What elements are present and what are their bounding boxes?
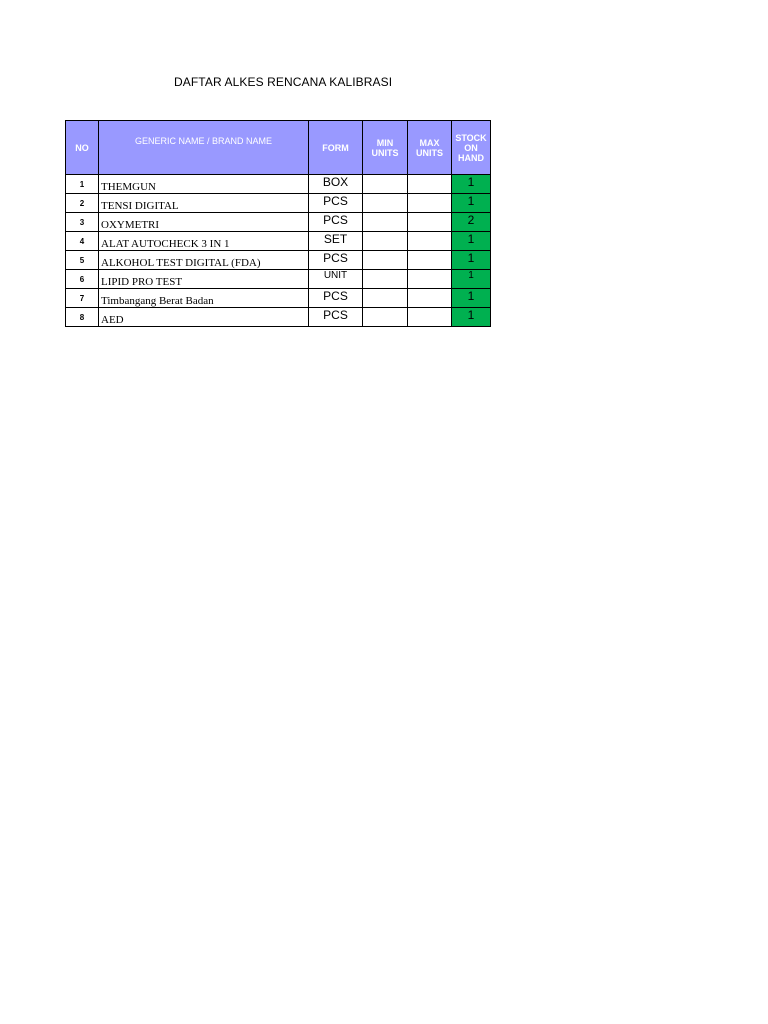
header-no: NO: [66, 121, 99, 175]
row-name: THEMGUN: [99, 175, 309, 194]
table-row: [66, 289, 491, 308]
row-max: [408, 175, 452, 194]
row-max: [408, 270, 452, 289]
table-row: [66, 213, 491, 232]
row-max: [408, 194, 452, 213]
row-form: PCS: [309, 251, 363, 270]
row-no: 4: [66, 232, 99, 251]
table-row: [66, 175, 491, 194]
row-stock: 1: [452, 175, 491, 194]
document-title: DAFTAR ALKES RENCANA KALIBRASI: [174, 75, 393, 89]
row-max: [408, 251, 452, 270]
row-max: [408, 232, 452, 251]
row-min: [363, 232, 408, 251]
row-form: UNIT: [309, 270, 363, 289]
row-max: [408, 289, 452, 308]
row-no: 3: [66, 213, 99, 232]
header-min-units: MIN UNITS: [363, 121, 408, 175]
row-form: SET: [309, 232, 363, 251]
row-no: 1: [66, 175, 99, 194]
row-form: PCS: [309, 194, 363, 213]
row-min: [363, 251, 408, 270]
row-name: TENSI DIGITAL: [99, 194, 309, 213]
header-form: FORM: [309, 121, 363, 175]
row-name: AED: [99, 308, 309, 327]
row-min: [363, 270, 408, 289]
row-no: 2: [66, 194, 99, 213]
row-form: BOX: [309, 175, 363, 194]
table-row: [66, 308, 491, 327]
header-stock-on-hand: STOCK ON HAND: [452, 121, 491, 175]
row-min: [363, 289, 408, 308]
row-no: 6: [66, 270, 99, 289]
row-stock: 1: [452, 251, 491, 270]
row-max: [408, 213, 452, 232]
table-row: [66, 232, 491, 251]
row-min: [363, 308, 408, 327]
row-name: OXYMETRI: [99, 213, 309, 232]
row-stock: 1: [452, 308, 491, 327]
row-stock: 1: [452, 289, 491, 308]
table-header-row: [66, 121, 491, 175]
row-stock: 1: [452, 270, 491, 289]
row-form: PCS: [309, 289, 363, 308]
row-no: 8: [66, 308, 99, 327]
row-min: [363, 213, 408, 232]
row-no: 5: [66, 251, 99, 270]
row-min: [363, 175, 408, 194]
header-name: GENERIC NAME / BRAND NAME: [99, 121, 309, 175]
row-name: Timbangang Berat Badan: [99, 289, 309, 308]
row-name: ALAT AUTOCHECK 3 IN 1: [99, 232, 309, 251]
table-row: [66, 270, 491, 289]
table-row: [66, 194, 491, 213]
row-name: LIPID PRO TEST: [99, 270, 309, 289]
table-row: [66, 251, 491, 270]
row-min: [363, 194, 408, 213]
row-no: 7: [66, 289, 99, 308]
row-form: PCS: [309, 308, 363, 327]
row-stock: 2: [452, 213, 491, 232]
row-stock: 1: [452, 194, 491, 213]
row-name: ALKOHOL TEST DIGITAL (FDA): [99, 251, 309, 270]
row-form: PCS: [309, 213, 363, 232]
header-max-units: MAX UNITS: [408, 121, 452, 175]
calibration-table: [65, 120, 491, 327]
row-max: [408, 308, 452, 327]
row-stock: 1: [452, 232, 491, 251]
